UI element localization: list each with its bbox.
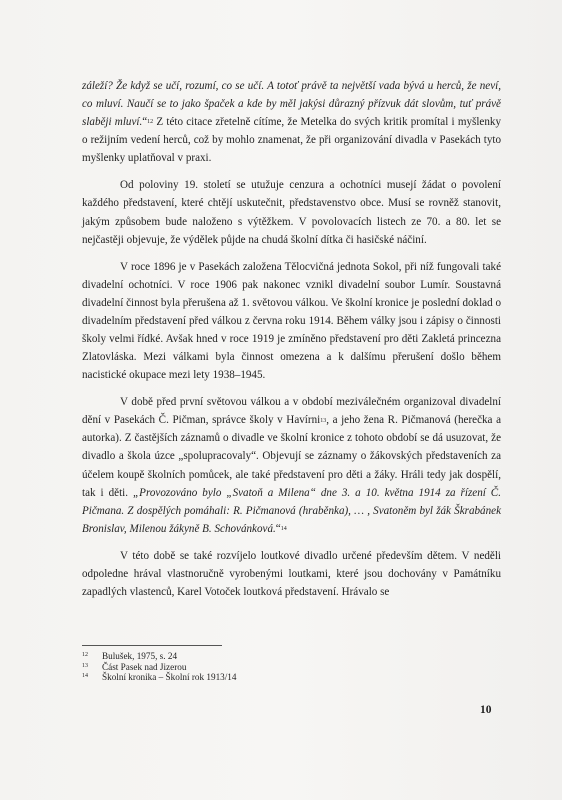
footnote-text: Bulušek, 1975, s. 24 xyxy=(102,651,178,661)
paragraph xyxy=(82,547,501,601)
footnote-14 xyxy=(82,672,382,683)
footnote-text: Školní kronika – Školní rok 1913/14 xyxy=(102,672,237,683)
footnote-number: 14 xyxy=(82,673,88,680)
text-segment: “ xyxy=(142,116,148,129)
paragraph xyxy=(82,77,501,167)
footnote-13 xyxy=(82,662,382,673)
footnote-number: 13 xyxy=(82,662,88,669)
quoted-text: „Provozováno bylo „Svatoň a Milena“ dne 3. a 10. května 1914 za řízení Č. Pičmana. Z dospělých pomáhali: R. Pičmanová (hraběnka), … , Svatoněm byl žák Škrabánek Bronislav, Milenou žákyně B. Schovánková. xyxy=(82,486,501,535)
quoted-text: záleží? Že když se učí, rozumí, co se učí. A totoť právě ta největší vada bývá u herců, že neví, co mluví. Naučí se to jako špaček a kde by měl jakýsi důrazný přízvuk dát slovům, tuť právě slaběji mluví. xyxy=(82,80,501,129)
footnote-separator xyxy=(82,645,222,646)
paragraph xyxy=(82,258,501,384)
paragraph xyxy=(82,176,501,248)
text-segment: “ xyxy=(275,522,281,535)
footnote-12 xyxy=(82,651,382,662)
text-segment: Od poloviny 19. století se utužuje cenzura a ochotníci musejí žádat o povolení každého představení, které chtějí uskutečnit, představenstvo obce. Musí se rovněž stanovit, jakým způsobem bude naloženo s výtěžkem. V povolovacích listech ze 70. a 80. let se nejčastěji objevuje, že výdělek půjde na chudá školní dítka či hasičské náčiní. xyxy=(82,179,501,246)
footnote-reference: 14 xyxy=(280,525,287,532)
text-segment: V době před první světovou válkou a v období meziválečném organizoval divadelní dění v Pasekách Č. Pičman, správce školy v Havírni xyxy=(82,396,501,427)
footnote-reference: 13 xyxy=(320,417,327,424)
text-segment: V této době se také rozvíjelo loutkové divadlo určené především dětem. V neděli odpoledne hrával vlastnoručně vyrobenými loutkami, které jsou dochovány v Památníku zapadlých vlastenců, Karel Votoček loutková představení. Hrávalo se xyxy=(82,549,501,598)
text-segment: , a jeho žena R. Pičmanová (herečka a autorka). Z častějších záznamů o divadle ve školní kronice z tohoto období se dá usuzovat, že divadlo a škola úzce „spolupracovaly“. Objevují se záznamy o žákovských představeních za účelem koupě školních pomůcek, ale také představení pro děti a žáky. Hráli tedy jak dospělí, tak i děti. xyxy=(82,414,501,499)
footnote-text: Část Pasek nad Jizerou xyxy=(102,661,187,672)
text-segment: V roce 1896 je v Pasekách založena Tělocvičná jednota Sokol, při níž fungovali také divadelní ochotníci. V roce 1906 pak nakonec vznikl divadelní soubor Lumír. Soustavná divadelní činnost byla přerušena až 1. světovou válkou. Ve školní kronice je poslední doklad o divadelním představení před válkou z června roku 1914. Během války jsou i zápisy o činnosti školy velmi řídké. Avšak hned v roce 1919 je zmíněno představení pro děti Zakletá princezna Zlatovláska. Mezi válkami byla činnost omezena a k dalšímu přerušení došlo během nacistické okupace mezi lety 1938–1945. xyxy=(82,260,501,382)
footnote-number: 12 xyxy=(82,652,88,658)
footnotes xyxy=(82,651,382,683)
text-segment: Z této citace zřetelně cítíme, že Metelka do svých kritik promítal i myšlenky o režijním vedení herců, což by mohlo znamenat, že při organizování divadla v Pasekách tyto myšlenky uplatňoval v praxi. xyxy=(82,116,501,165)
paragraph xyxy=(82,393,501,537)
page-number: 10 xyxy=(480,704,492,716)
body-text xyxy=(82,77,501,610)
footnote-reference: 12 xyxy=(147,119,154,126)
